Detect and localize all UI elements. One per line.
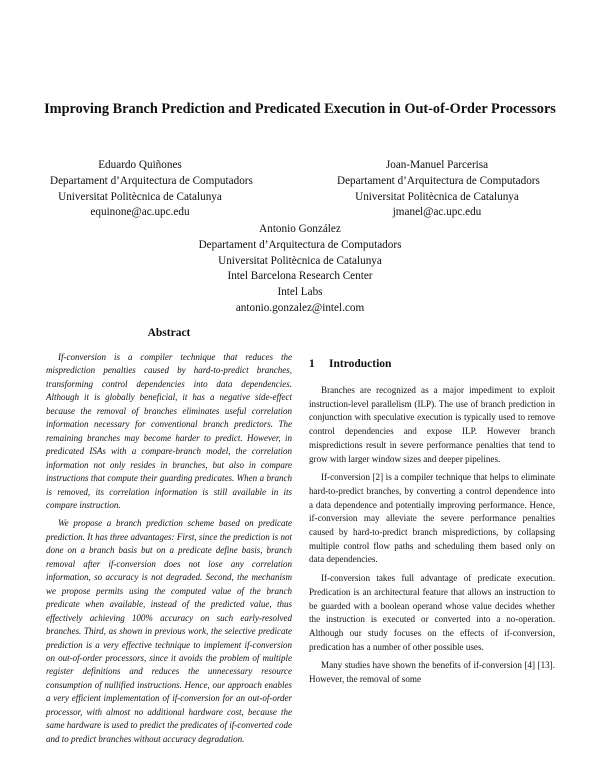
author-university: Universitat Politècnica de Catalunya — [355, 190, 519, 203]
author-name: Eduardo Quiñones — [98, 159, 182, 171]
author-name: Antonio González — [259, 223, 341, 235]
author-department: Departament d’Arquitectura de Computadors — [50, 174, 253, 187]
abstract-heading: Abstract — [147, 327, 191, 339]
author-email: antonio.gonzalez@intel.com — [235, 301, 365, 314]
abstract-paragraph: We propose a branch prediction scheme based on predicate prediction. It has three advantages: First, since the prediction is not done on a branch basis but on a predicate define basis, branch removal after if-conversion does not lose any correlation information, so accuracy is not degraded. Second, the mechanism we propose permits using the computed value of the branch predicate when available, instead of the predicted value, thus effectively achieving 100% accuracy on such early-resolved branches. Third, as shown in previous work, the selective predicate prediction is a very effective technique to implement if-conversion on out-of-order processors, since it avoids the problem of multiple register definitions and reduces the unnecessary resource consumption of nullified instructions. Hence, our approach enables a very efficient implementation of if-conversion for an out-of-order processor, with almost no additional hardware cost, because the same hardware is used to predict the predicates of if-converted code and to predict branches without accuracy degradation. — [46, 518, 292, 744]
intro-paragraph: Branches are recognized as a major impediment to exploit instruction-level parallelism (ILP). The use of branch prediction in conjunction with speculative execution is typically used to remove control dependencies and expose ILP. However branch mispredictions result in severe performance penalties that tend to grow with larger window sizes and deeper pipelines. — [309, 385, 555, 464]
author-university: Universitat Politècnica de Catalunya — [58, 190, 222, 203]
author-email: jmanel@ac.upc.edu — [392, 206, 482, 219]
section-title: Introduction — [329, 358, 392, 370]
section-number: 1 — [309, 358, 315, 370]
section-heading-introduction — [309, 357, 555, 372]
abstract-column — [46, 326, 292, 746]
author-affiliation: Intel Labs — [277, 286, 323, 299]
author-affiliation: Intel Barcelona Research Center — [227, 270, 373, 283]
author-department: Departament d’Arquitectura de Computadors — [198, 238, 402, 251]
abstract-paragraph: If-conversion is a compiler technique that reduces the misprediction penalties caused by hard-to-predict branches, transforming control dependencies into data dependencies. Although it is globally beneficial, it has a negative side-effect because the removal of branches eliminates useful correlation information necessary for conventional branch predictors. The remaining branches may become harder to predict. However, in predicated ISAs with a compare-branch model, the correlation information not only resides in branches, but also in compare instructions that compute their guarding predicates. When a branch is removed, its correlation information is still available in its compare instruction. — [46, 352, 292, 510]
intro-paragraph: If-conversion takes full advantage of predicate execution. Predication is an architectural feature that allows an instruction to be guarded with a boolean operand whose value decides whether the instruction is executed or converted into a no-operation. Although our study focuses on the effects of if-conversion, predication has a number of other possible uses. — [309, 573, 555, 652]
intro-paragraph: Many studies have shown the benefits of if-conversion [4] [13]. However, the removal of some — [309, 660, 555, 685]
intro-column — [309, 333, 555, 687]
intro-paragraph: If-conversion [2] is a compiler technique that helps to eliminate hard-to-predict branches, by converting a control dependence into a data dependence and potentially improving performance. Hence, if-conversion may alleviate the severe performance penalties caused by hard-to-predict branch mispredictions, by collapsing multiple control flow paths and scheduling them based only on data dependencies. — [309, 472, 555, 565]
author-email: equinone@ac.upc.edu — [90, 206, 190, 219]
author-block-quinones — [50, 158, 253, 221]
author-block-gonzalez — [170, 222, 430, 317]
author-name: Joan-Manuel Parcerisa — [385, 159, 489, 171]
author-block-parcerisa — [337, 158, 540, 221]
intro-body — [309, 384, 555, 687]
author-department: Departament d’Arquitectura de Computadors — [337, 174, 540, 187]
paper-title: Improving Branch Prediction and Predicated Execution in Out-of-Order Processors — [44, 101, 556, 117]
author-university: Universitat Politècnica de Catalunya — [218, 254, 382, 267]
